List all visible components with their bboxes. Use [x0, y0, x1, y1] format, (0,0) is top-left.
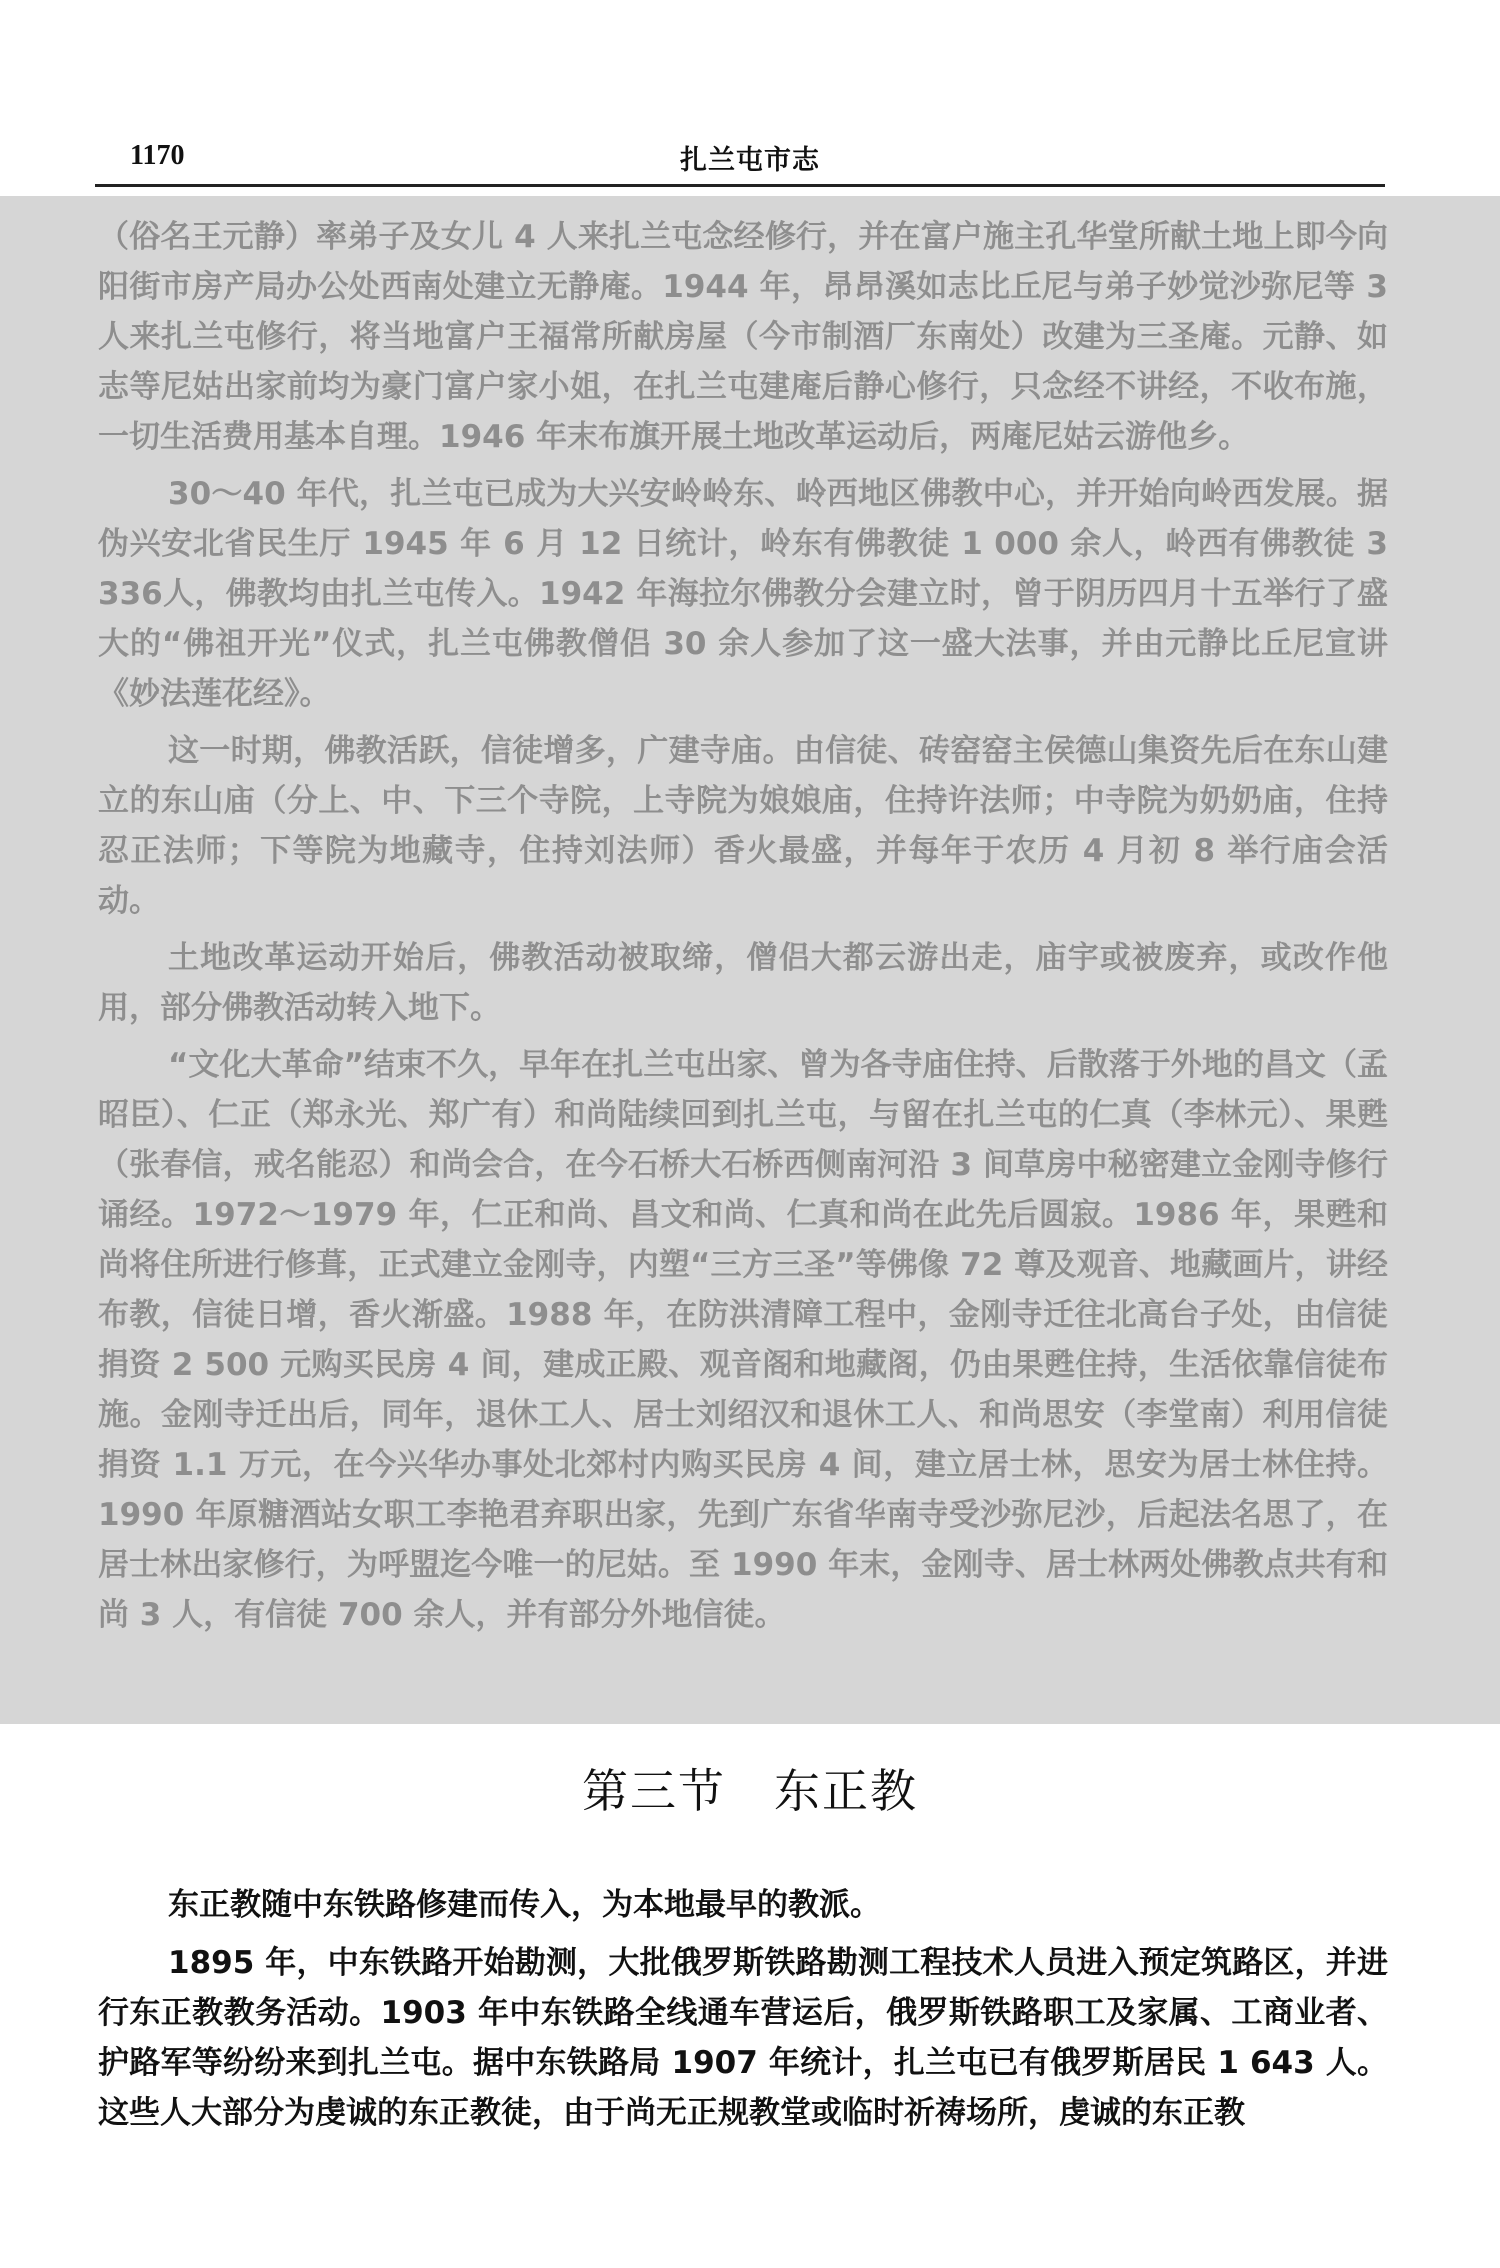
gray-section-body [98, 212, 1388, 1647]
paragraph: 30～40 年代，扎兰屯已成为大兴安岭岭东、岭西地区佛教中心，并开始向岭西发展。据伪兴安北省民生厅 1945 年 6 月 12 日统计，岭东有佛教徒 1 000 余人，岭西有佛教徒 3 336人，佛教均由扎兰屯传入。1942 年海拉尔佛教分会建立时，曾于阴历四月十五举行了盛大的“佛祖开光”仪式，扎兰屯佛教僧侣 30 余人参加了这一盛大法事，并由元静比丘尼宣讲《妙法莲花经》。 [98, 476, 1388, 712]
paragraph: 1895 年，中东铁路开始勘测，大批俄罗斯铁路勘测工程技术人员进入预定筑路区，并进行东正教教务活动。1903 年中东铁路全线通车营运后，俄罗斯铁路职工及家属、工商业者、护路军等纷纷来到扎兰屯。据中东铁路局 1907 年统计，扎兰屯已有俄罗斯居民 1 643 人。这些人大部分为虔诚的东正教徒，由于尚无正规教堂或临时祈祷场所，虔诚的东正教 [98, 1945, 1388, 2131]
section-body [98, 1880, 1388, 2146]
section-heading: 第三节 东正教 [582, 1764, 918, 1818]
book-title: 扎兰屯市志 [680, 145, 820, 176]
paragraph: 东正教随中东铁路修建而传入，为本地最早的教派。 [168, 1887, 881, 1923]
paragraph: 土地改革运动开始后，佛教活动被取缔，僧侣大都云游出走，庙宇或被废弃，或改作他用，部分佛教活动转入地下。 [98, 940, 1388, 1026]
header-rule [95, 184, 1385, 187]
paragraph: “文化大革命”结束不久，早年在扎兰屯出家、曾为各寺庙住持、后散落于外地的昌文（孟昭臣）、仁正（郑永光、郑广有）和尚陆续回到扎兰屯，与留在扎兰屯的仁真（李林元）、果甦（张春信，戒名能忍）和尚会合，在今石桥大石桥西侧南河沿 3 间草房中秘密建立金刚寺修行诵经。1972～1979 年，仁正和尚、昌文和尚、仁真和尚在此先后圆寂。1986 年，果甦和尚将住所进行修葺，正式建立金刚寺，内塑“三方三圣”等佛像 72 尊及观音、地藏画片，讲经布教，信徒日增，香火渐盛。1988 年，在防洪清障工程中，金刚寺迁往北高台子处，由信徒捐资 2 500 元购买民房 4 间，建成正殿、观音阁和地藏阁，仍由果甦住持，生活依靠信徒布施。金刚寺迁出后，同年，退休工人、居士刘绍汉和退休工人、和尚思安（李堂南）利用信徒捐资 1.1 万元，在今兴华办事处北郊村内购买民房 4 间，建立居士林，思安为居士林住持。1990 年原糖酒站女职工李艳君弃职出家，先到广东省华南寺受沙弥尼沙，后起法名思了，在居士林出家修行，为呼盟迄今唯一的尼姑。至 1990 年末，金刚寺、居士林两处佛教点共有和尚 3 人，有信徒 700 余人，并有部分外地信徒。 [98, 1047, 1388, 1633]
page-header [90, 128, 1390, 184]
paragraph: （俗名王元静）率弟子及女儿 4 人来扎兰屯念经修行，并在富户施主孔华堂所献土地上即今向阳街市房产局办公处西南处建立无静庵。1944 年，昂昂溪如志比丘尼与弟子妙觉沙弥尼等 3 人来扎兰屯修行，将当地富户王福常所献房屋（今市制酒厂东南处）改建为三圣庵。元静、如志等尼姑出家前均为豪门富户家小姐，在扎兰屯建庵后静心修行，只念经不讲经，不收布施，一切生活费用基本自理。1946 年末布旗开展土地改革运动后，两庵尼姑云游他乡。 [98, 219, 1388, 455]
page-number: 1170 [130, 140, 185, 171]
paragraph: 这一时期，佛教活跃，信徒增多，广建寺庙。由信徒、砖窑窑主侯德山集资先后在东山建立的东山庙（分上、中、下三个寺院，上寺院为娘娘庙，住持许法师；中寺院为奶奶庙，住持忍正法师；下等院为地藏寺，住持刘法师）香火最盛，并每年于农历 4 月初 8 举行庙会活动。 [98, 733, 1388, 919]
